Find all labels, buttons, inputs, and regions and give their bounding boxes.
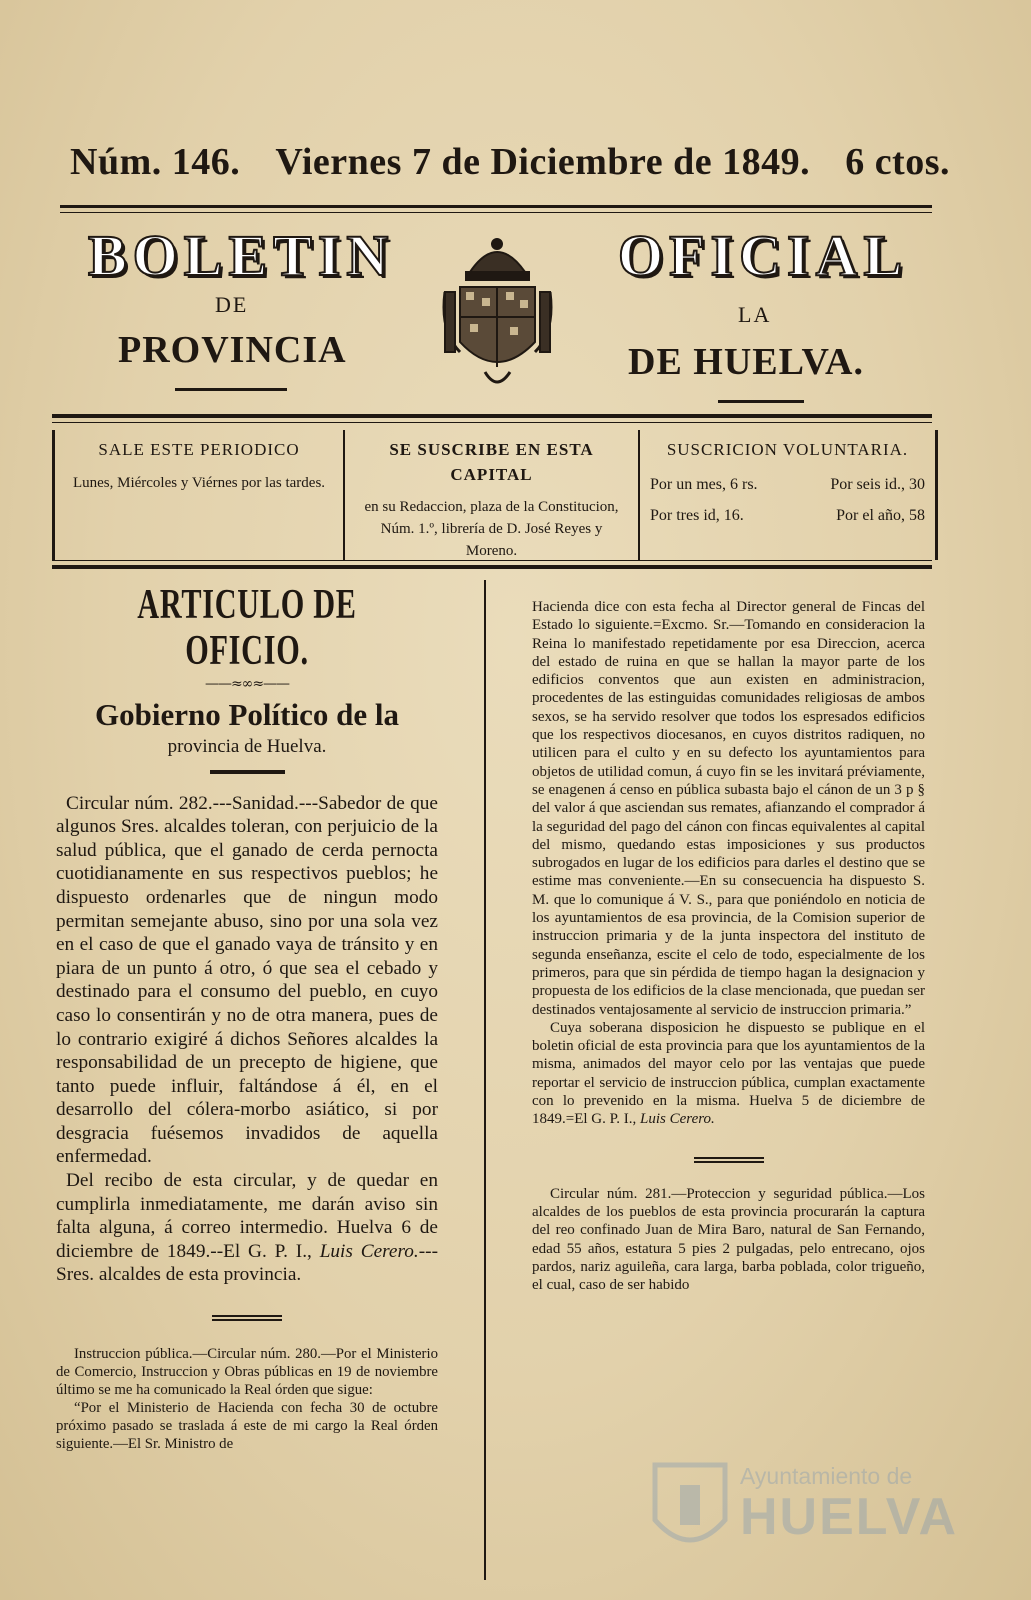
column-divider [484, 580, 486, 1580]
section-subtitle: provincia de Huelva. [167, 735, 327, 757]
signature: Luis Cerero. [640, 1111, 715, 1128]
watermark-big: HUELVA [740, 1488, 959, 1546]
issue-price: 6 ctos. [845, 141, 950, 183]
info-box [52, 430, 938, 560]
price-item: Por seis id., 30 [830, 475, 925, 493]
info-publication-text: Lunes, Miércoles y Viérnes por las tardes. [72, 474, 326, 491]
title-word-boletin: BOLETIN [88, 223, 395, 288]
price-grid [650, 473, 925, 527]
double-rule [212, 1315, 282, 1321]
circular-281-body: Circular núm. 281.—Proteccion y seguridad pública.—Los alcaldes de los pueblos de esta provincia procurarán la captura del reo confinado Juan de Mira Baro, natural de San Fernando, edad 55 años, estatura 5 pies 2 pulgadas, pelo entrecano, ojos pardos, nariz aguileña, cara larga, barba poblada, color trigueño, el cual, caso de ser habido [532, 1185, 925, 1294]
infobox-bottom-rule-thin [52, 560, 932, 561]
info-subscribe-text: en su Redaccion, plaza de la Constitucion, Núm. 1.º, librería de D. José Reyes y Moreno. [364, 499, 619, 559]
watermark-top: Ayuntamiento de [740, 1463, 913, 1489]
circular-280-continued: Hacienda dice con esta fecha al Director general de Fincas del Estado lo siguiente.=Excmo. Sr.—Tomando en consideracion la Reina lo manifestado repetidamente por esa Direccion, acerca del estado de ruina en que se hallan la mayor parte de los edificios conventos que aun existen en administracion, procedentes de las estinguidas comunidades religiosas de ambos sexos, se ha servido resolver que todos los espresados edificios que los respectivos diocesanos, en cuyos distritos radiquen, no utilicen para el culto y en su defecto los ayuntamientos para objetos de utilidad comun, á cuyo fin se les invitará préviamente, se enagenen á censo en pública subasta bajo el cánon de un 3 p § del valor á que asciendan sus remates, afianzando el comprador á la seguridad del pago del cánon con fincas equivalentes al capital del mismo, quedando estas imposiciones y sus productos subrogados en lugar de los edificios para darles el destino que se estime mas conveniente.—En su consecuencia ha dispuesto S. M. que lo comunique á V. S., para que poniéndolo en noticia de los ayuntamientos de esa provincia, de la Comision superior de instruccion primaria y de la junta inspectora del instituto de segunda enseñanza, escite el celo de todo, especialmente de los primeros, para que sin pérdida de tiempo hagan la designacion y propuesta de los edificios de la clase mencionada, que puedan ser destinados ventajosamente al servicio de instruccion primaria.” [532, 599, 925, 1018]
infobox-top-rule [52, 414, 932, 418]
issue-number: Núm. 146. [70, 141, 241, 183]
provincia-underline [175, 388, 287, 391]
huelva-underline [718, 400, 804, 403]
right-column [532, 598, 925, 1294]
top-rule [60, 205, 932, 208]
circular-282-body: Circular núm. 282.---Sanidad.---Sabedor de que algunos Sres. alcaldes toleran, con perjuicio de la salud pública, que el ganado de cerda pernocta cuotidianamente en sus respectivos pueblos; he dispuesto ordenarles que de ningun modo permitan semejante abuso, sino por una sola vez en el caso de que el ganado vaya de tránsito y en piara de un punto á otro, ó que sea el cebado y destinado para el consumo del pueblo, en cuyo caso lo consentirán y no de otra manera, pues de lo contrario exigiré á dichos Señores alcaldes la responsabilidad de un precepto de higiene, que tanto puede influir, faltándose á él, en el desarrollo del cólera-morbo asiático, si por desgracia fuésemos invadidos de aquella enfermedad. [56, 792, 438, 1168]
title-de: DE [215, 292, 249, 317]
short-rule [210, 770, 285, 774]
ornament-divider: ——≈∞≈—— [204, 676, 290, 693]
info-prices [640, 430, 935, 560]
infobox-bottom-rule [52, 565, 932, 569]
circular-280-quote: “Por el Ministerio de Hacienda con fecha 30 de octubre próximo pasado se traslada á este de mi cargo la Real órden siguiente.—El Sr. Ministro de [56, 1400, 438, 1453]
info-prices-title: SUSCRICION VOLUNTARIA. [666, 440, 909, 459]
info-publication-title: SALE ESTE PERIODICO [98, 440, 300, 459]
masthead-line [70, 140, 950, 184]
title-provincia: PROVINCIA [118, 329, 347, 371]
title-word-oficial: OFICIAL [618, 223, 909, 288]
double-rule [694, 1157, 764, 1163]
archive-watermark [645, 1455, 959, 1565]
price-item: Por el año, 58 [836, 506, 925, 524]
circular-282-closing: Del recibo de esta circular, y de quedar en cumplirla inmediatamente, me darán aviso sin falta alguna, á correo intermedio. Huelva 6 de diciembre de 1849.--El G. P. I., Luis Cerero.---Sres. alcaldes de esta provincia. [56, 1170, 438, 1286]
info-publication [55, 430, 345, 560]
issue-date: Viernes 7 de Diciembre de 1849. [275, 141, 811, 183]
signature: Luis Cerero. [319, 1240, 419, 1262]
title-de-huelva: DE HUELVA. [628, 341, 864, 383]
price-item: Por un mes, 6 rs. [650, 475, 758, 493]
left-column [56, 582, 438, 1453]
city-shield-icon [650, 1460, 730, 1560]
title-la: LA [738, 302, 772, 327]
circular-280-intro: Instruccion pública.—Circular núm. 280.—Por el Ministerio de Comercio, Instruccion y Obras públicas en 19 de noviembre último se me ha comunicado la Real órden que sigue: [56, 1346, 438, 1399]
infobox-top-rule-thin [52, 422, 932, 423]
circular-280-closing: Cuya soberana disposicion he dispuesto se publique en el boletin oficial de esta provincia para que los ayuntamientos de la misma, animados del mayor celo por las ventajas que puede reportar el servicio de instruccion pública, cumplan exactamente con lo prevenido en la misma. Huelva 5 de diciembre de 1849.=El G. P. I., Luis Cerero. [532, 1019, 925, 1128]
top-rule-thin [60, 212, 932, 213]
coat-of-arms-icon [440, 232, 555, 392]
price-item: Por tres id, 16. [650, 506, 744, 524]
info-subscribe-title: SE SUSCRIBE EN ESTA CAPITAL [389, 440, 594, 484]
article-heading: ARTICULO DE OFICIO. [137, 582, 357, 675]
info-subscribe [345, 430, 640, 560]
section-title: Gobierno Político de la [95, 697, 399, 733]
